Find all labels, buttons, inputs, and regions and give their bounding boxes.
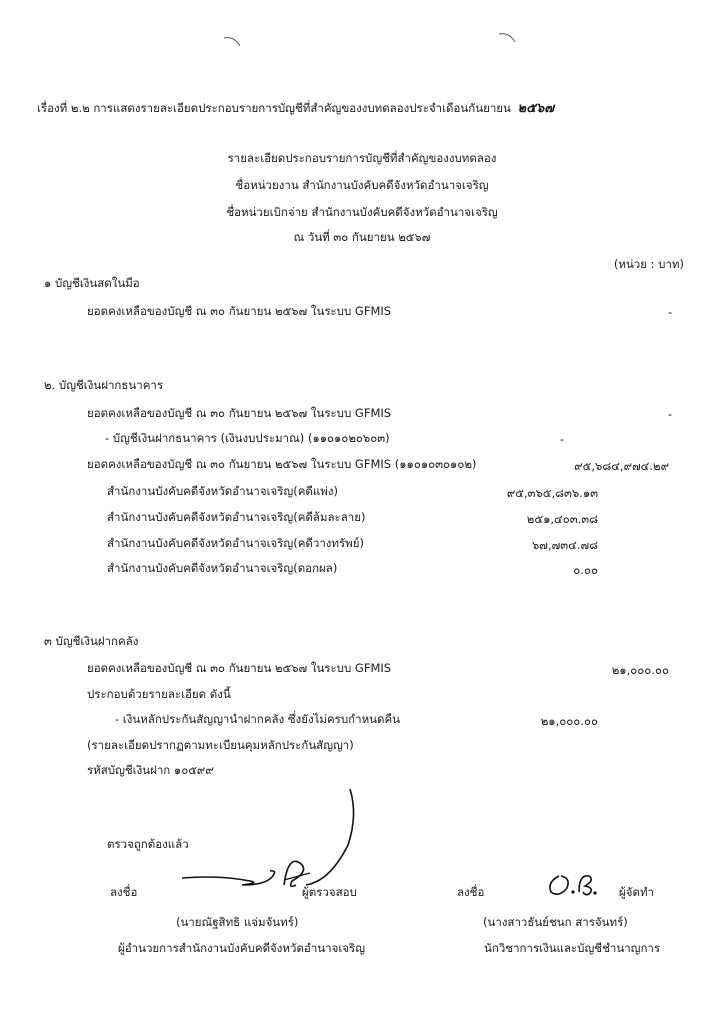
section2-item-2-amount: ๒๕๑,๔๐๓.๓๘ <box>526 512 598 526</box>
section2-item-1-amount: ๙๕,๓๖๕,๘๓๖.๑๓ <box>506 486 598 500</box>
section2-line2: ยอดคงเหลือของบัญชี ณ ๓๐ กันยายน ๒๕๖๗ ในระบบ GFMIS (๑๑๐๑๐๓๐๑๐๒) <box>87 457 477 471</box>
section1-amount: - <box>667 305 672 319</box>
section2-item-4-amount: ๐.๐๐ <box>573 563 598 577</box>
right-name: (นางสาวธันย์ชนก สารจันทร์) <box>483 915 628 929</box>
right-role: ผู้จัดทำ <box>619 885 654 899</box>
heading-line-4: ณ วันที่ ๓๐ กันยายน ๒๕๖๗ <box>293 230 431 244</box>
section2-item-2-label: สำนักงานบังคับคดีจังหวัดอำนาจเจริญ(คดีล้มละลาย) <box>107 510 366 524</box>
section2-item-4-label: สำนักงานบังคับคดีจังหวัดอำนาจเจริญ(ดอกผล) <box>107 561 338 575</box>
handwritten-year: ๒๕๖๗ <box>517 101 554 116</box>
section3-sub-amount: ๒๑,๐๐๐.๐๐ <box>540 714 598 728</box>
section1-title: ๑ บัญชีเงินสดในมือ <box>44 276 140 290</box>
right-signature-icon <box>545 866 605 900</box>
section1-line: ยอดคงเหลือของบัญชี ณ ๓๐ กันยายน ๒๕๖๗ ในระบบ GFMIS <box>87 304 392 318</box>
section3-note: (รายละเอียดปรากฏตามทะเบียนคุมหลักประกันสัญญา) <box>87 738 354 752</box>
heading-line-2: ชื่อหน่วยงาน สำนักงานบังคับคดีจังหวัดอำนาจเจริญ <box>235 178 489 192</box>
section2-sub1: - บัญชีเงินฝากธนาคาร (เงินงบประมาณ) (๑๑๐๑๐๒๐๖๐๓) <box>105 431 390 445</box>
right-position: นักวิชาการเงินและบัญชีชำนาญการ <box>484 941 661 955</box>
scan-mark-right <box>497 30 517 44</box>
subject-line <box>37 97 554 118</box>
subject-text: เรื่องที่ ๒.๒ การแสดงรายละเอียดประกอบรายการบัญชีที่สำคัญของงบทดลองประจำเดือนกันยายน <box>37 101 511 115</box>
right-sign-label: ลงชื่อ <box>457 885 485 899</box>
scan-mark-left <box>222 34 242 48</box>
section3-line: ยอดคงเหลือของบัญชี ณ ๓๐ กันยายน ๒๕๖๗ ในระบบ GFMIS <box>87 661 392 675</box>
left-position: ผู้อำนวยการสำนักงานบังคับคดีจังหวัดอำนาจเจริญ <box>118 941 365 955</box>
heading-line-1: รายละเอียดประกอบรายการบัญชีที่สำคัญของงบทดลอง <box>227 151 497 165</box>
section3-code: รหัสบัญชีเงินฝาก ๑๐๕๙๙ <box>87 763 214 777</box>
unit-label: (หน่วย : บาท) <box>613 257 684 271</box>
left-sign-label: ลงชื่อ <box>110 885 138 899</box>
section3-composed: ประกอบด้วยรายละเอียด ดังนี้ <box>87 687 231 701</box>
left-role: ผู้ตรวจสอบ <box>302 885 357 899</box>
section2-line2-amount: ๙๕,๖๘๔,๙๗๔.๒๙ <box>574 459 669 473</box>
section2-line1-amount: - <box>667 407 672 421</box>
section3-title: ๓ บัญชีเงินฝากคลัง <box>44 634 139 648</box>
section2-item-3-label: สำนักงานบังคับคดีจังหวัดอำนาจเจริญ(คดีวางทรัพย์) <box>107 536 364 550</box>
section3-line-amount: ๒๑,๐๐๐.๐๐ <box>611 663 669 677</box>
section3-sub: - เงินหลักประกันสัญญานำฝากคลัง ซึ่งยังไม่ครบกำหนดคืน <box>115 712 401 726</box>
section2-item-1-label: สำนักงานบังคับคดีจังหวัดอำนาจเจริญ(คดีแพ่ง) <box>107 484 338 498</box>
section2-sub1-amount: - <box>559 432 564 446</box>
verified-text: ตรวจถูกต้องแล้ว <box>107 837 189 851</box>
section2-item-3-amount: ๖๗,๗๓๔.๗๘ <box>532 538 598 552</box>
left-name: (นายณัฐสิทธิ แจ่มจันทร์) <box>176 915 299 929</box>
heading-line-3: ชื่อหน่วยเบิกจ่าย สำนักงานบังคับคดีจังหวัดอำนาจเจริญ <box>226 205 498 219</box>
left-signature-icon <box>180 785 370 900</box>
section2-title: ๒. บัญชีเงินฝากธนาคาร <box>44 378 164 392</box>
section2-line1: ยอดคงเหลือของบัญชี ณ ๓๐ กันยายน ๒๕๖๗ ในระบบ GFMIS <box>87 406 392 420</box>
